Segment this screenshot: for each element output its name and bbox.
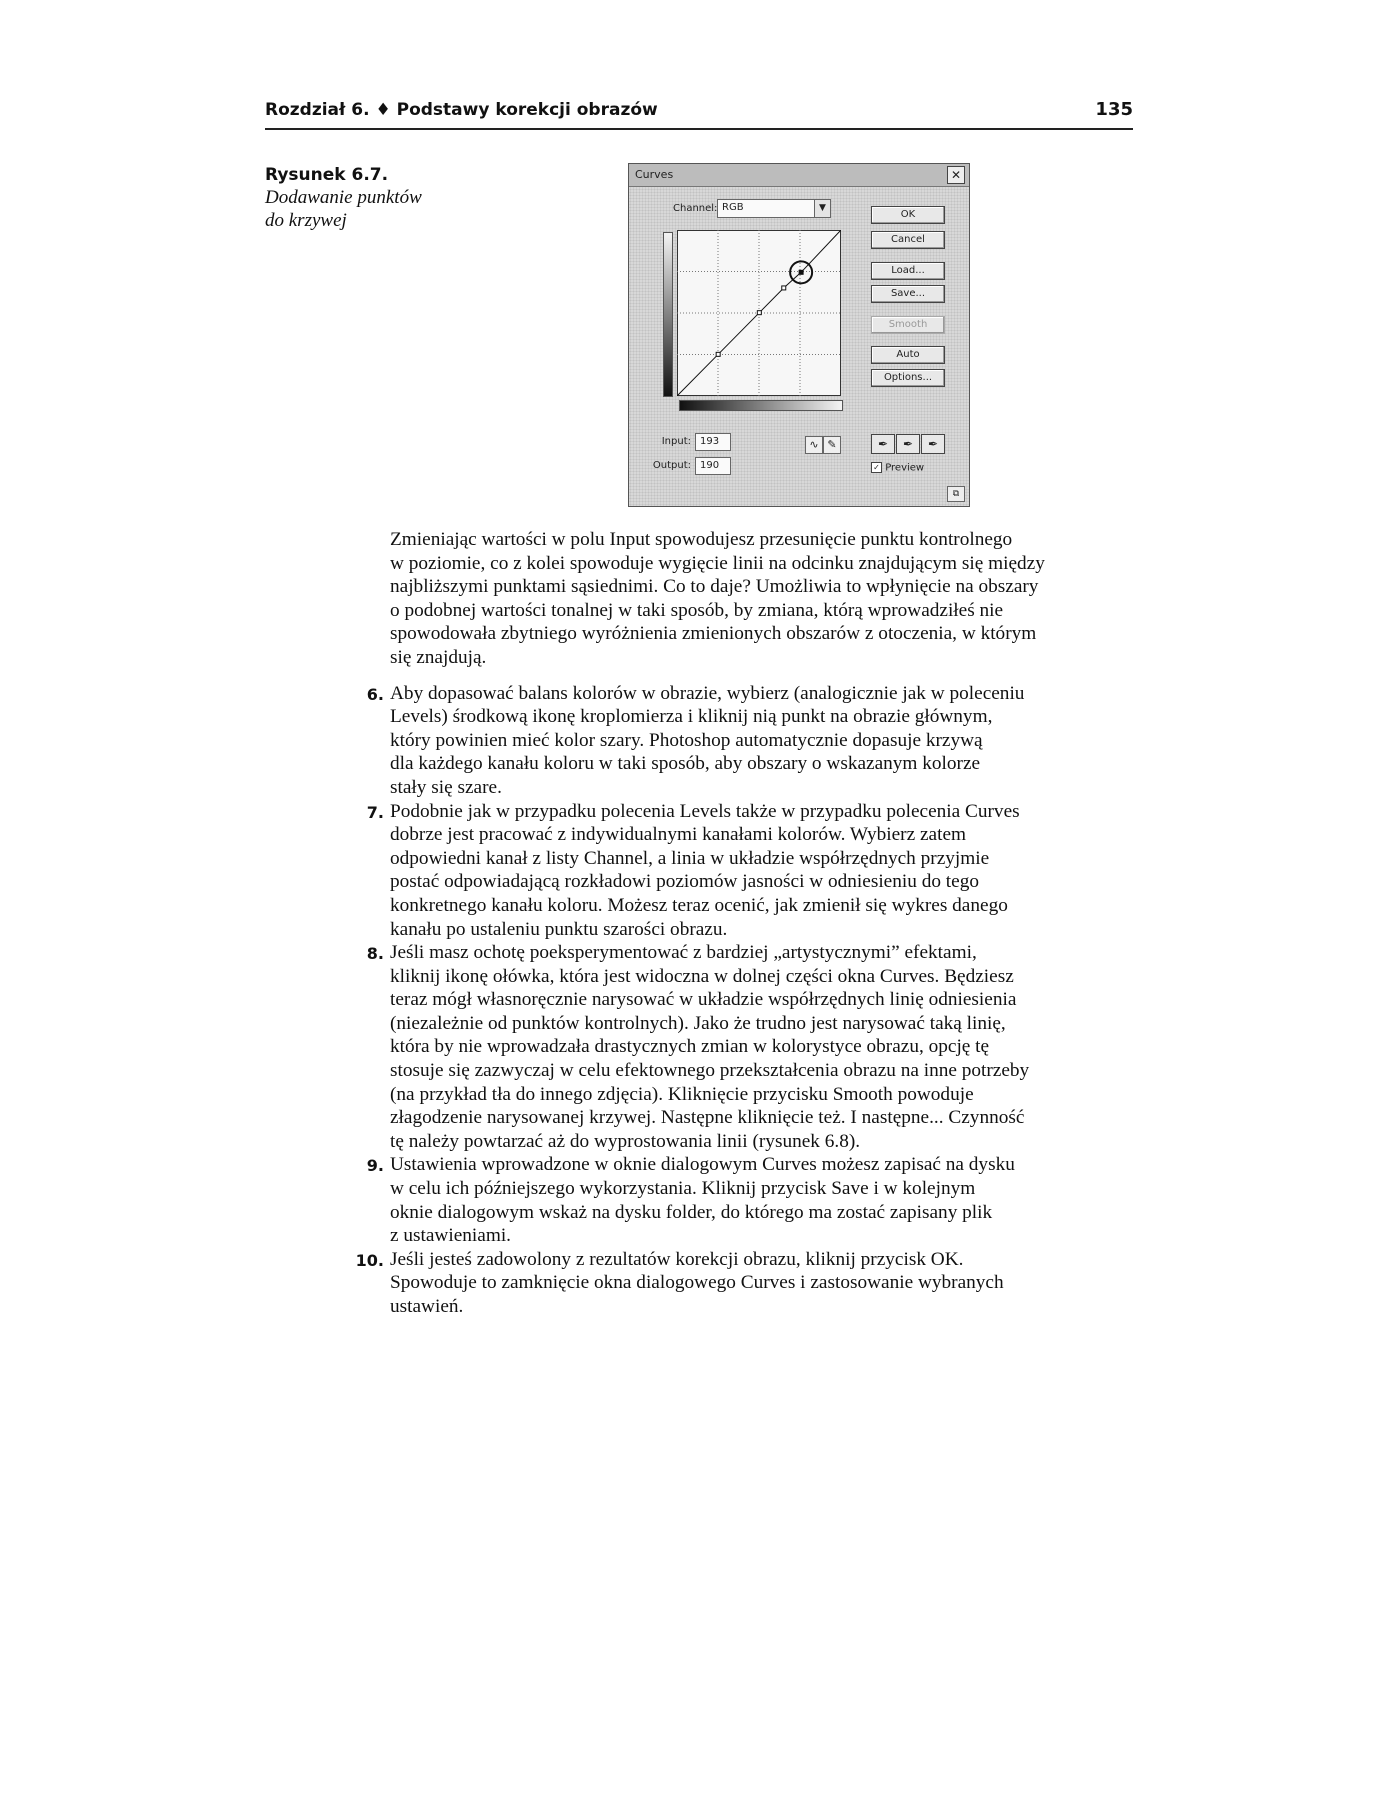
preview-label: Preview [885, 462, 925, 474]
text-line: oknie dialogowym wskaż na dysku folder, do którego ma zostać zapisany plik [390, 1201, 993, 1223]
text-line: tę należy powtarzać aż do wyprostowania linii (rysunek 6.8). [390, 1130, 861, 1152]
running-header [265, 98, 1133, 130]
load-button[interactable]: Load... [871, 262, 945, 280]
curve-control-point[interactable] [782, 286, 786, 290]
text-line: Zmieniając wartości w polu Input spowodujesz przesunięcie punktu kontrolnego [390, 529, 1013, 550]
list-item-number: 6. [366, 684, 384, 704]
list-item [366, 682, 1135, 800]
output-gradient-bar [663, 232, 673, 397]
list-item-number: 7. [366, 802, 384, 822]
text-line: postać odpowiadającą rozkładowi poziomów jasności w odniesieniu do tego [390, 871, 980, 893]
input-label: Input: [661, 436, 691, 447]
text-line: konkretnego kanału koloru. Możesz teraz ocenić, jak zmienił się wykres danego [390, 894, 1008, 916]
curve-point-tool-icon[interactable]: ∿ [805, 436, 823, 454]
body-text [355, 528, 1135, 1319]
cancel-button[interactable]: Cancel [871, 231, 945, 249]
text-line: spowodowała zbytniego wyróżnienia zmienionych obszarów z otoczenia, w którym [390, 623, 1037, 645]
output-label: Output: [652, 460, 691, 471]
figure-caption [265, 164, 465, 232]
text-line: kliknij ikonę ołówka, która jest widoczna w dolnej części okna Curves. Będziesz [390, 965, 1014, 987]
chapter-title: Rozdział 6. ♦ Podstawy korekcji obrazów [265, 100, 658, 120]
output-field[interactable] [695, 457, 731, 475]
save-button[interactable]: Save... [871, 285, 945, 303]
text-line: z ustawieniami. [390, 1225, 512, 1247]
list-item [366, 941, 1135, 1153]
text-line: Jeśli jesteś zadowolony z rezultatów korekcji obrazu, kliknij przycisk OK. [390, 1248, 964, 1270]
input-gradient-bar [679, 400, 843, 411]
list-item [355, 1248, 1135, 1319]
text-line: stały się szare. [390, 776, 502, 798]
list-item [366, 800, 1135, 942]
input-field[interactable] [695, 433, 731, 451]
channel-label: Channel: [673, 203, 718, 214]
text-line: Jeśli masz ochotę poeksperymentować z bardziej „artystycznymi” efektami, [390, 942, 977, 964]
text-line: Spowoduje to zamknięcie okna dialogowego Curves i zastosowanie wybranych [390, 1272, 1004, 1294]
curve-control-point[interactable] [799, 270, 803, 274]
ok-button[interactable]: OK [871, 206, 945, 224]
list-item-number: 8. [366, 944, 384, 964]
black-eyedropper-icon[interactable]: ✒ [871, 434, 895, 454]
options-button[interactable]: Options... [871, 369, 945, 387]
list-item [366, 1153, 1135, 1247]
output-value: 190 [700, 460, 720, 471]
text-line: ustawień. [390, 1296, 464, 1317]
expand-dialog-icon[interactable]: ⧉ [947, 486, 965, 502]
auto-button[interactable]: Auto [871, 346, 945, 364]
list-item-number: 9. [366, 1156, 384, 1176]
text-line: dobrze jest pracować z indywidualnymi kanałami kolorów. Wybierz zatem [390, 824, 966, 846]
text-line: Levels) środkową ikonę kroplomierza i kliknij nią punkt na obrazie głównym, [390, 706, 993, 728]
text-line: kanału po ustaleniu punktu szarości obrazu. [390, 918, 728, 940]
preview-checkbox[interactable] [871, 462, 924, 474]
curve-graph[interactable] [677, 230, 841, 396]
figure-description: Dodawanie punktów do krzywej [265, 187, 422, 231]
text-line: Aby dopasować balans kolorów w obrazie, wybierz (analogicznie jak w poleceniu [390, 682, 1025, 704]
text-line: który powinien mieć kolor szary. Photoshop automatycznie dopasuje krzywą [390, 729, 983, 751]
text-line: w poziomie, co z kolei spowoduje wygięcie linii na odcinku znajdującym się między [390, 552, 1045, 574]
text-line: (niezależnie od punktów kontrolnych). Jako że trudno jest narysować taką linię, [390, 1012, 1006, 1034]
input-value: 193 [700, 436, 720, 447]
chevron-down-icon[interactable]: ▼ [814, 200, 830, 217]
page-number: 135 [1095, 99, 1133, 120]
curve-control-point[interactable] [716, 352, 720, 356]
list-item-number: 10. [355, 1250, 384, 1270]
text-line: teraz mógł własnoręcznie narysować w układzie współrzędnych linię odniesienia [390, 989, 1017, 1011]
channel-select[interactable] [717, 199, 831, 218]
text-line: Ustawienia wprowadzone w oknie dialogowym Curves możesz zapisać na dysku [390, 1154, 1015, 1176]
text-line: w celu ich późniejszego wykorzystania. Kliknij przycisk Save i w kolejnym [390, 1178, 976, 1200]
figure-label: Rysunek 6.7. [265, 165, 389, 185]
text-line: (na przykład tła do innego zdjęcia). Kliknięcie przycisku Smooth powoduje [390, 1083, 974, 1105]
dialog-titlebar[interactable] [629, 164, 969, 187]
text-line: dla każdego kanału koloru w taki sposób, aby obszary o wskazanym kolorze [390, 753, 981, 775]
text-line: która by nie wprowadzała drastycznych zmian w kolorystyce obrazu, opcję tę [390, 1036, 990, 1058]
gray-eyedropper-icon[interactable]: ✒ [896, 434, 920, 454]
channel-value: RGB [722, 202, 744, 213]
curves-dialog [628, 163, 970, 507]
text-line: o podobnej wartości tonalnej w taki sposób, by zmiana, którą wprowadziłeś nie [390, 599, 1004, 621]
text-line: się znajdują. [390, 646, 487, 668]
text-line: najbliższymi punktami sąsiednimi. Co to daje? Umożliwia to wpłynięcie na obszary [390, 576, 1039, 598]
text-line: stosuje się zazwyczaj w celu efektownego przekształcenia obrazu na inne potrzeby [390, 1060, 1030, 1082]
checkbox-icon[interactable]: ✓ [871, 462, 882, 473]
dialog-title: Curves [635, 168, 674, 181]
close-icon[interactable]: ✕ [947, 166, 965, 184]
text-line: złagodzenie narysowanej krzywej. Następne kliknięcie też. I następne... Czynność [390, 1107, 1025, 1129]
curve-control-point[interactable] [757, 311, 761, 315]
numbered-list [355, 682, 1135, 1319]
smooth-button[interactable]: Smooth [871, 316, 945, 334]
pencil-icon[interactable]: ✎ [823, 436, 841, 454]
intro-paragraph [390, 528, 1135, 670]
text-line: odpowiedni kanał z listy Channel, a linia w układzie współrzędnych przyjmie [390, 847, 990, 869]
white-eyedropper-icon[interactable]: ✒ [921, 434, 945, 454]
text-line: Podobnie jak w przypadku polecenia Levels także w przypadku polecenia Curves [390, 800, 1020, 822]
